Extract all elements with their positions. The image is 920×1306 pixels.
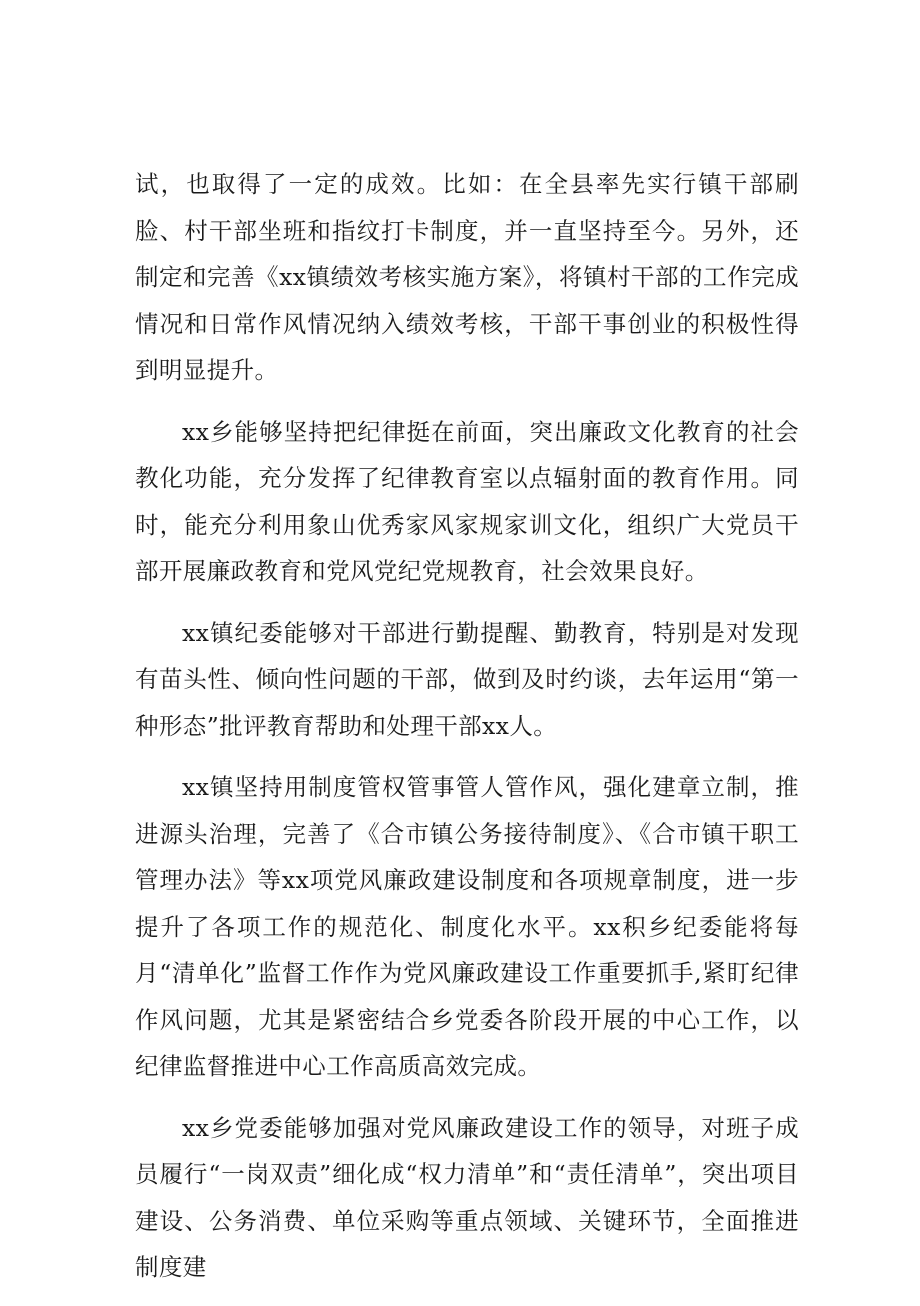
paragraph-4: xx镇坚持用制度管权管事管人管作风，强化建章立制，推进源头治理，完善了《合市镇公务接待制度》、《合市镇干职工管理办法》等xx项党风廉政建设制度和各项规章制度，进一步提升了各项工作的规范化、制度化水平。xx积乡纪委能将每月“清单化”监督工作作为党风廉政建设工作重要抓手,紧盯纪律作风问题，尤其是紧密结合乡党委各阶段开展的中心工作，以纪律监督推进中心工作高质高效完成。 [135,773,799,1080]
document-body [135,161,799,1306]
paragraph-1: 试，也取得了一定的成效。比如：在全县率先实行镇干部刷脸、村干部坐班和指纹打卡制度，并一直坚持至今。另外，还制定和完善《xx镇绩效考核实施方案》，将镇村干部的工作完成情况和日常作风情况纳入绩效考核，干部干事创业的积极性得到明显提升。 [135,170,799,384]
paragraph-5: xx乡党委能够加强对党风廉政建设工作的领导，对班子成员履行“一岗双责”细化成“权力清单”和“责任清单”，突出项目建设、公务消费、单位采购等重点领域、关键环节，全面推进制度建 [135,1113,799,1281]
paragraph-3: xx镇纪委能够对干部进行勤提醒、勤教育，特别是对发现有苗头性、倾向性问题的干部，做到及时约谈，去年运用“第一种形态”批评教育帮助和处理干部xx人。 [135,618,799,740]
paragraph-2: xx乡能够坚持把纪律挺在前面，突出廉政文化教育的社会教化功能，充分发挥了纪律教育室以点辐射面的教育作用。同时，能充分利用象山优秀家风家规家训文化，组织广大党员干部开展廉政教育和党风党纪党规教育，社会效果良好。 [135,417,799,585]
